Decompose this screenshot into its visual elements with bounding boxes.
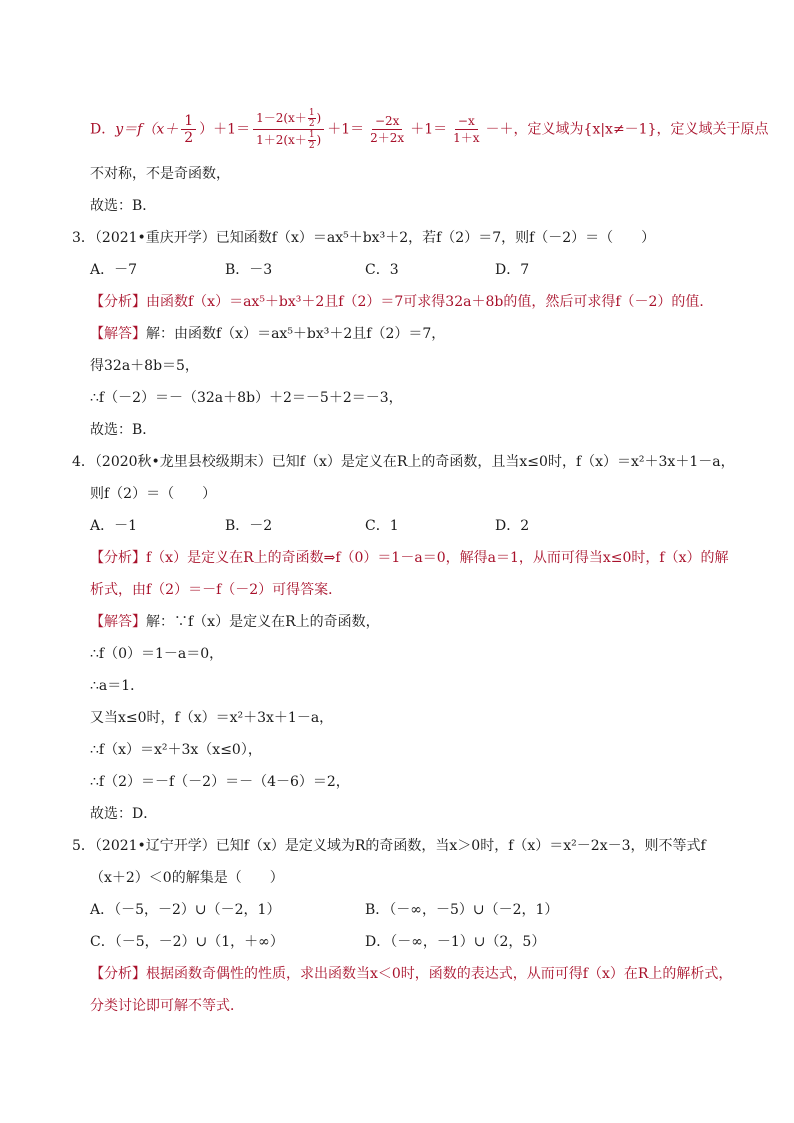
q5-analysis-line2: 分类讨论即可解不等式． — [90, 998, 244, 1014]
analysis-tag: 【分析】 — [90, 550, 146, 566]
q3-stem: 3．（2021•重庆开学）已知函数f（x）＝ax⁵＋bx³＋2，若f（2）＝7，则f（－2）＝（ ） — [72, 230, 656, 246]
q4-option-a: A．－1 — [90, 518, 138, 534]
q5-stem-line1: 5．（2021•辽宁开学）已知f（x）是定义域为R的奇函数，当x＞0时，f（x）＝x²－2x－3，则不等式f — [72, 838, 706, 854]
q3-option-a: A．－7 — [90, 262, 138, 278]
plus-one: ＋1＝ — [327, 121, 365, 138]
q3-option-d: D．7 — [495, 262, 530, 278]
solution-tag: 【解答】 — [90, 614, 146, 630]
q4-solution-line: ∴f（2）＝－f（－2）＝－（4－6）＝2， — [90, 774, 350, 790]
q3-solution-line: ∴f（－2）＝－（32a＋8b）＋2＝－5＋2＝－3， — [90, 390, 403, 406]
q3-solution-line: 得32a＋8b＝5， — [90, 358, 199, 374]
q3-option-c: C．3 — [365, 262, 399, 278]
analysis-tag: 【分析】 — [90, 966, 146, 982]
q4-analysis — [90, 548, 728, 568]
part-d-lhs: y＝f（x＋ — [115, 121, 179, 138]
q5-option-b: B．（－∞，－5）∪（－2，1） — [365, 902, 559, 918]
q4-stem-line1: 4．（2020秋•龙里县校级期末）已知f（x）是定义在R上的奇函数，且当x≤0时，f（x）＝x²＋3x＋1－a， — [72, 454, 735, 470]
q4-option-b: B．－2 — [225, 518, 273, 534]
q4-solution-line: 又当x≤0时，f（x）＝x²＋3x＋1－a， — [90, 710, 334, 726]
q4-stem-line2: 则f（2）＝（ ） — [90, 486, 217, 502]
plus-one-b: ＋1＝ — [410, 121, 448, 138]
q4-solution — [90, 612, 380, 632]
q3-solution — [90, 324, 445, 344]
q3-solution-line: 故选：B． — [90, 422, 157, 438]
q4-option-c: C．1 — [365, 518, 399, 534]
analysis-tag: 【分析】 — [90, 294, 146, 310]
q4-option-d: D．2 — [495, 518, 530, 534]
part-d-label: D． — [90, 121, 116, 138]
part-d-line2: 不对称，不是奇函数， — [90, 166, 230, 182]
q4-solution-line: ∴f（x）＝x²＋3x（x≤0）， — [90, 742, 262, 758]
q3-analysis-text: 由函数f（x）＝ax⁵＋bx³＋2且f（2）＝7可求得32a＋8b的值，然后可求得f（－2）的值． — [146, 294, 714, 310]
part-d-answer: 故选：B． — [90, 198, 157, 214]
q4-solution-line: ∴a＝1． — [90, 678, 145, 694]
q3-analysis — [90, 292, 713, 312]
q3-solution-line: 解：由函数f（x）＝ax⁵＋bx³＋2且f（2）＝7， — [146, 326, 446, 342]
q5-analysis — [90, 964, 732, 984]
q5-analysis-text: 根据函数奇偶性的性质，求出函数当x＜0时，函数的表达式，从而可得f（x）在R上的解析式， — [146, 966, 733, 982]
part-d-tail: －＋，定义域为{x|x≠－1}，定义域关于原点 — [485, 121, 769, 138]
part-d-lhs-end: ）＋1＝ — [199, 121, 251, 138]
q4-analysis-text: f（x）是定义在R上的奇函数⇒f（0）＝1－a＝0，解得a＝1，从而可得当x≤0时，f（x）的解 — [146, 550, 729, 566]
fraction-3: $\frac{-x}{1+x}$ — [453, 114, 480, 145]
q5-option-d: D．（－∞，－1）∪（2，5） — [365, 934, 546, 950]
part-d-line — [90, 108, 769, 151]
q4-solution-line: 解：∵f（x）是定义在R上的奇函数， — [146, 614, 380, 630]
q5-option-c: C．（－5，－2）∪（1，＋∞） — [90, 934, 284, 950]
fraction-1: 1－2(x＋ $\frac{1}{2}$ ) 1＋2(x＋ $\frac{1}{2}$ ) — [253, 108, 324, 151]
q4-analysis-line2: 析式，由f（2）＝－f（－2）可得答案． — [90, 582, 343, 598]
q3-option-b: B．－3 — [225, 262, 273, 278]
solution-tag: 【解答】 — [90, 326, 146, 342]
half-fraction: $\frac{1}{2}$ — [181, 113, 196, 146]
q4-solution-line: ∴f（0）＝1－a＝0， — [90, 646, 224, 662]
q5-stem-line2: （x＋2）＜0的解集是（ ） — [90, 870, 284, 886]
q4-solution-line: 故选：D． — [90, 806, 158, 822]
fraction-2: $\frac{-2x}{2+2x}$ — [370, 114, 405, 145]
q5-option-a: A．（－5，－2）∪（－2，1） — [90, 902, 281, 918]
